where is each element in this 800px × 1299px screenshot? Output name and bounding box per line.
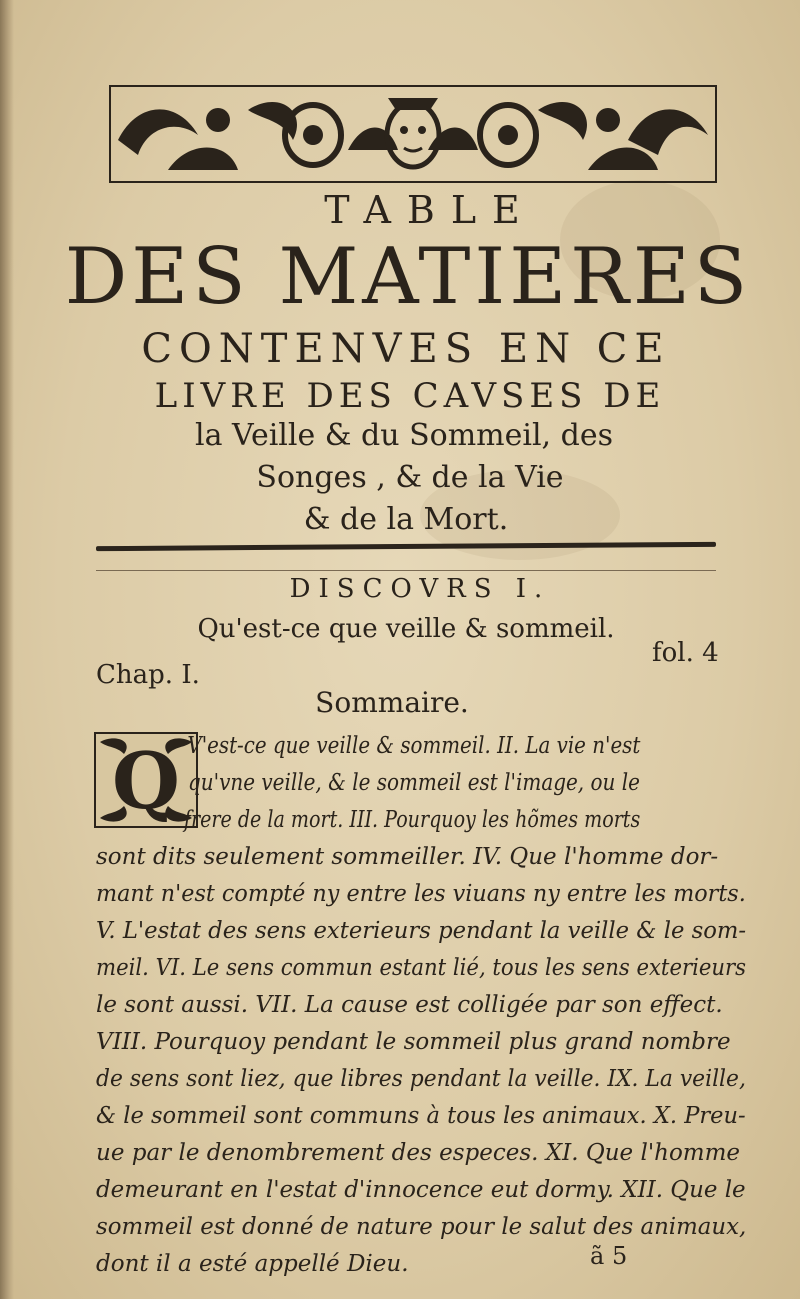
discourse-question: Qu'est-ce que veille & sommeil. [197,614,615,644]
text-line: sommeil est donné de nature pour le salut des animaux, [96,1214,747,1240]
text-line: demeurant en l'estat d'innocence eut dormy. XII. Que le [96,1177,746,1203]
text-line: V. L'estat des sens exterieurs pendant la veille & le som- [96,918,747,944]
text-line: de sens sont liez, que libres pendant la veille. IX. La veille, [96,1066,746,1092]
text-line: meil. VI. Le sens commun estant lié, tous les sens exterieurs [96,955,747,981]
discourse-title: DISCOVRS I. [289,574,551,604]
summary-heading: Sommaire. [315,686,469,719]
title-contenves: CONTENVES EN CE [141,326,671,372]
chapter-label: Chap. I. [96,660,200,690]
text-line: V'est-ce que veille & sommeil. II. La vie n'est [187,733,641,759]
signature-mark: ã 5 [590,1242,628,1270]
heavy-rule-divider [96,542,716,551]
title-des-matieres: DES MATIERES [64,232,752,322]
svg-text:Q: Q [112,736,180,827]
title-livre: LIVRE DES CAVSES DE [154,376,666,416]
text-line: mant n'est compté ny entre les viuans ny entre les morts. [96,881,746,907]
title-table: TABLE [324,188,536,232]
title-veille: la Veille & du Sommeil, des [195,418,613,453]
text-line: & le sommeil sont communs à tous les animaux. X. Preu- [96,1103,746,1129]
text-line: sont dits seulement sommeiller. IV. Que l'homme dor- [96,844,719,870]
text-line: VIII. Pourquoy pendant le sommeil plus grand nombre [96,1029,731,1055]
page-binding-edge [0,0,14,1299]
title-songes: Songes , & de la Vie [256,460,564,495]
woodcut-headpiece-ornament [108,80,718,188]
text-line: dont il a esté appellé Dieu. [96,1251,409,1277]
title-mort: & de la Mort. [303,502,509,537]
summary-paragraph [96,728,746,1283]
text-line: ue par le denombrement des especes. XI. Que l'homme [96,1140,741,1166]
thin-rule-divider [96,570,716,571]
text-line: le sont aussi. VII. La cause est colligée par son effect. [96,992,723,1018]
folio-reference: fol. 4 [652,638,719,668]
text-line: frere de la mort. III. Pourquoy les hõmes morts [183,807,641,833]
text-line: qu'vne veille, & le sommeil est l'image, ou le [187,770,640,796]
